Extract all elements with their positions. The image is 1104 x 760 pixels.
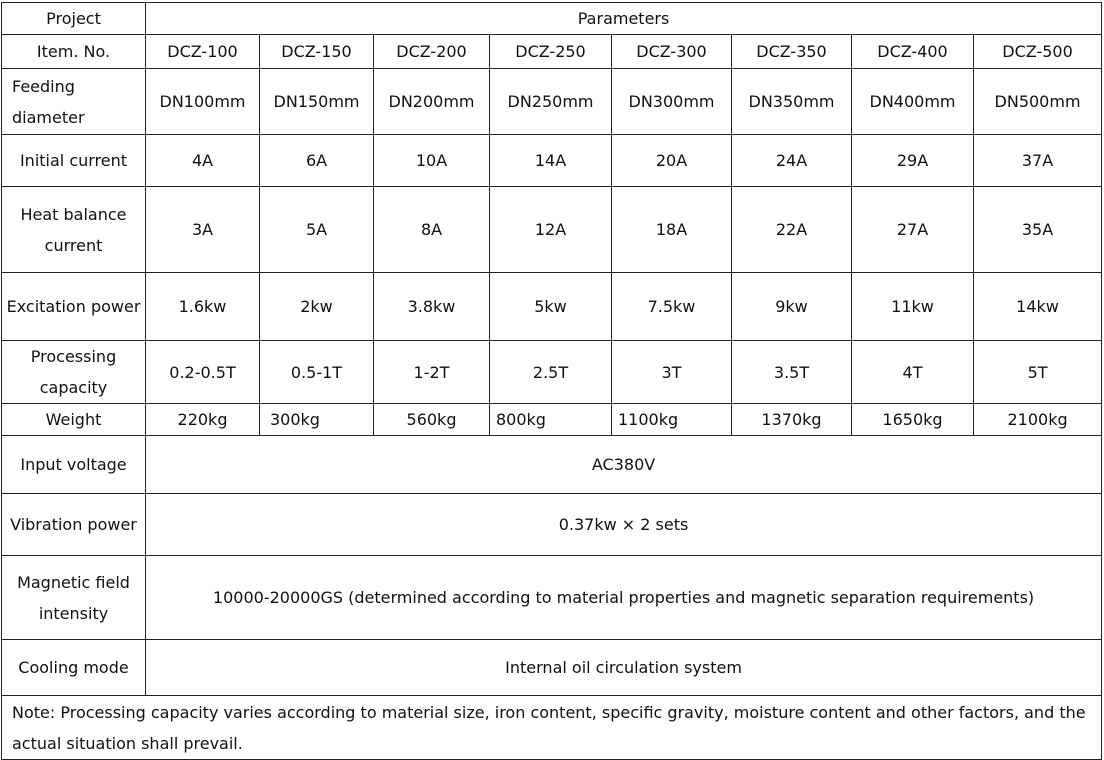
- table-cell: DN100mm: [146, 69, 260, 135]
- row-label: Heat balance current: [2, 187, 146, 273]
- table-cell: 2100kg: [974, 404, 1102, 436]
- table-cell: AC380V: [146, 436, 1102, 494]
- table-cell: 24A: [732, 135, 852, 187]
- row-label: Excitation power: [2, 273, 146, 341]
- item-no-label: Item. No.: [2, 35, 146, 69]
- table-cell: 1370kg: [732, 404, 852, 436]
- row-label: Cooling mode: [2, 640, 146, 696]
- row-label: Vibration power: [2, 494, 146, 556]
- row-label: Input voltage: [2, 436, 146, 494]
- table-row: [2, 341, 1102, 404]
- table-cell: 18A: [612, 187, 732, 273]
- table-cell: DN200mm: [374, 69, 490, 135]
- table-cell: 4A: [146, 135, 260, 187]
- model-cell: DCZ-500: [974, 35, 1102, 69]
- table-cell: DN300mm: [612, 69, 732, 135]
- note-text: Note: Processing capacity varies according to material size, iron content, specific gravity, moisture content and other factors, and the actual situation shall prevail.: [2, 696, 1102, 760]
- parameters-header: Parameters: [146, 3, 1102, 35]
- item-no-row: [2, 35, 1102, 69]
- table-cell: 0.2-0.5T: [146, 341, 260, 404]
- table-cell: 5T: [974, 341, 1102, 404]
- table-row: [2, 436, 1102, 494]
- table-cell: 300kg: [260, 404, 374, 436]
- table-cell: 35A: [974, 187, 1102, 273]
- table-cell: 1.6kw: [146, 273, 260, 341]
- model-cell: DCZ-400: [852, 35, 974, 69]
- table-cell: 5A: [260, 187, 374, 273]
- table-cell: 5kw: [490, 273, 612, 341]
- table-cell: DN250mm: [490, 69, 612, 135]
- table-row: [2, 135, 1102, 187]
- table-row: [2, 556, 1102, 640]
- table-cell: 14kw: [974, 273, 1102, 341]
- table-cell: Internal oil circulation system: [146, 640, 1102, 696]
- table-cell: 3.5T: [732, 341, 852, 404]
- table-cell: 37A: [974, 135, 1102, 187]
- table-cell: 220kg: [146, 404, 260, 436]
- model-cell: DCZ-100: [146, 35, 260, 69]
- table-row: [2, 69, 1102, 135]
- table-cell: 14A: [490, 135, 612, 187]
- table-cell: DN150mm: [260, 69, 374, 135]
- table-cell: DN350mm: [732, 69, 852, 135]
- project-header: Project: [2, 3, 146, 35]
- table-cell: 4T: [852, 341, 974, 404]
- model-cell: DCZ-200: [374, 35, 490, 69]
- table-cell: 8A: [374, 187, 490, 273]
- row-label: Processing capacity: [2, 341, 146, 404]
- table-cell: 2kw: [260, 273, 374, 341]
- table-cell: 9kw: [732, 273, 852, 341]
- table-cell: 22A: [732, 187, 852, 273]
- table-cell: 3A: [146, 187, 260, 273]
- table-cell: 800kg: [490, 404, 612, 436]
- table-cell: 27A: [852, 187, 974, 273]
- table-cell: 560kg: [374, 404, 490, 436]
- table-cell: 20A: [612, 135, 732, 187]
- row-label: Feeding diameter: [2, 69, 146, 135]
- table-cell: 3.8kw: [374, 273, 490, 341]
- table-cell: DN500mm: [974, 69, 1102, 135]
- model-cell: DCZ-250: [490, 35, 612, 69]
- model-cell: DCZ-350: [732, 35, 852, 69]
- parameters-table: [1, 2, 1102, 760]
- table-row: [2, 404, 1102, 436]
- table-cell: 1100kg: [612, 404, 732, 436]
- model-cell: DCZ-150: [260, 35, 374, 69]
- table-cell: 10000-20000GS (determined according to material properties and magnetic separation requirements): [146, 556, 1102, 640]
- table-row: [2, 273, 1102, 341]
- table-cell: 10A: [374, 135, 490, 187]
- table-cell: 29A: [852, 135, 974, 187]
- table-cell: 2.5T: [490, 341, 612, 404]
- model-cell: DCZ-300: [612, 35, 732, 69]
- table-cell: 1-2T: [374, 341, 490, 404]
- table-cell: 11kw: [852, 273, 974, 341]
- table-cell: 0.37kw × 2 sets: [146, 494, 1102, 556]
- table-row: [2, 494, 1102, 556]
- table-cell: 1650kg: [852, 404, 974, 436]
- table-cell: 0.5-1T: [260, 341, 374, 404]
- table-cell: 7.5kw: [612, 273, 732, 341]
- table-cell: 3T: [612, 341, 732, 404]
- table-cell: 12A: [490, 187, 612, 273]
- note-row: [2, 696, 1102, 760]
- table-cell: DN400mm: [852, 69, 974, 135]
- row-label: Weight: [2, 404, 146, 436]
- row-label: Initial current: [2, 135, 146, 187]
- table-cell: 6A: [260, 135, 374, 187]
- table-row: [2, 187, 1102, 273]
- header-row: [2, 3, 1102, 35]
- table-row: [2, 640, 1102, 696]
- row-label: Magnetic field intensity: [2, 556, 146, 640]
